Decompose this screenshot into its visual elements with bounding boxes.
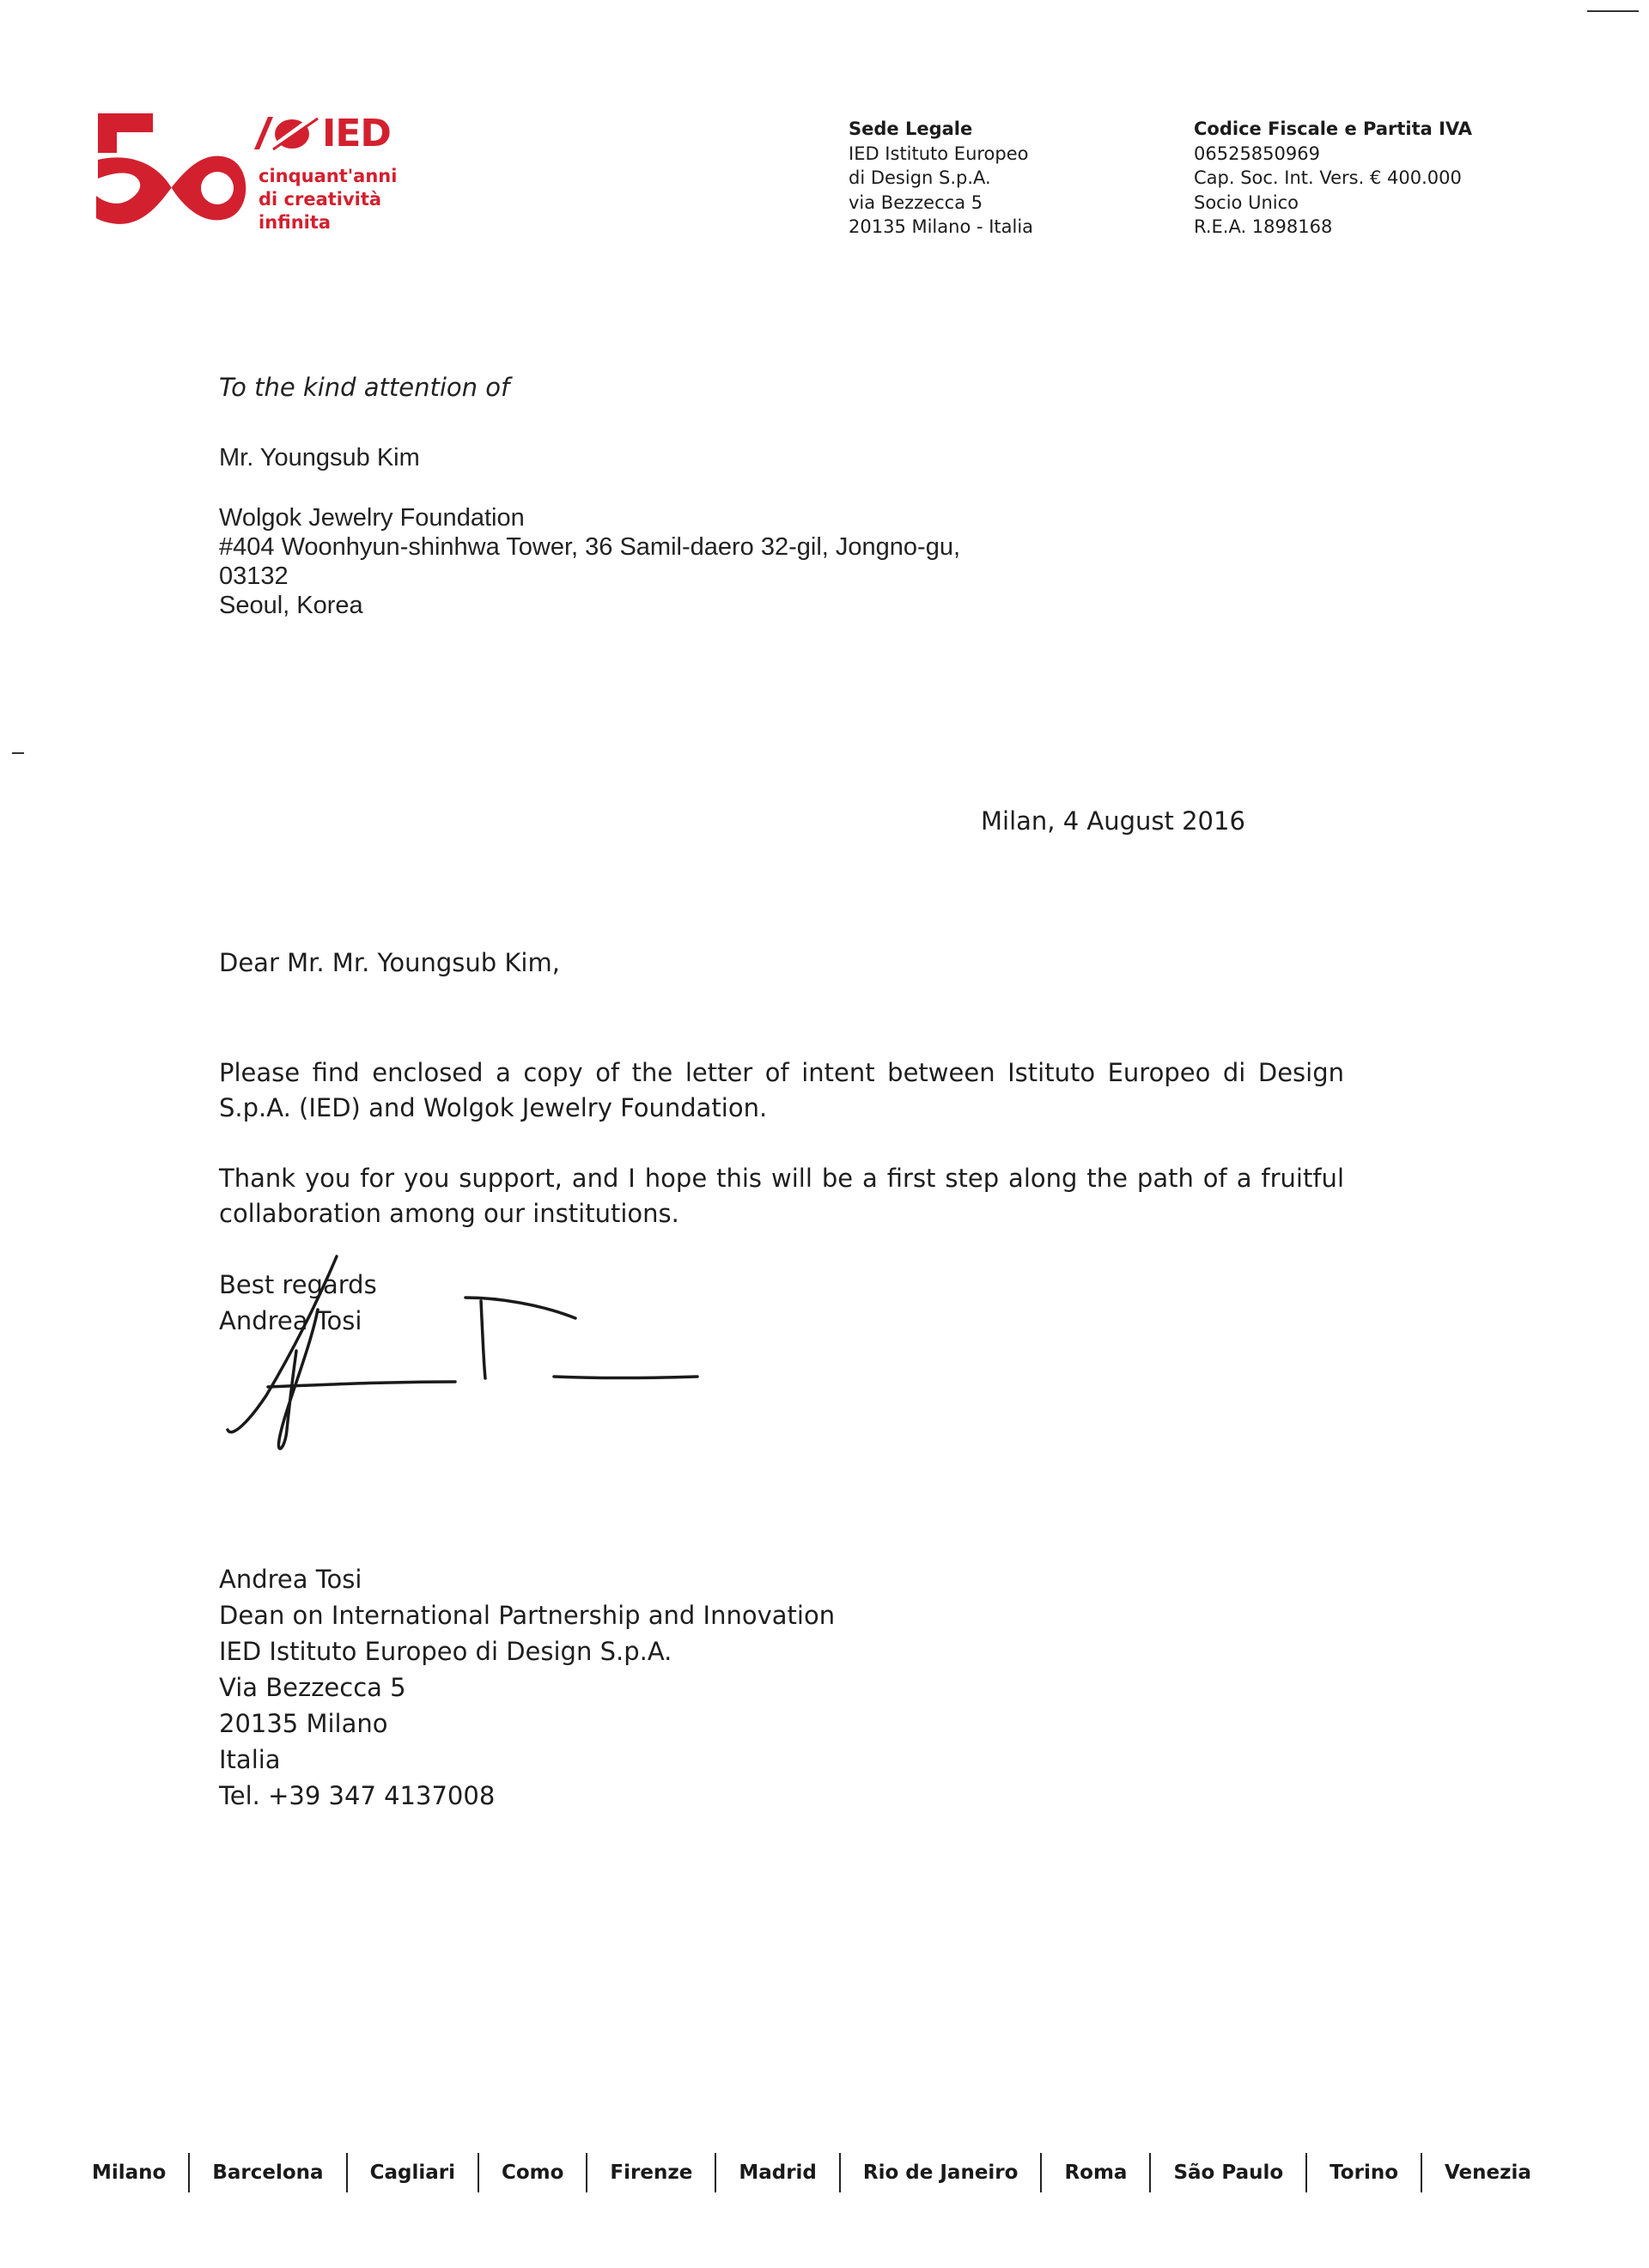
footer-city: Roma <box>1040 2153 1149 2192</box>
footer-city: Barcelona <box>188 2153 345 2192</box>
signature-block <box>219 1561 835 1814</box>
footer-city: Como <box>478 2153 586 2192</box>
scan-edge-mark <box>12 752 24 754</box>
letter-date: Milan, 4 August 2016 <box>981 806 1245 836</box>
tagline-line: infinita <box>259 212 332 233</box>
sede-legale-title: Sede Legale <box>849 119 973 139</box>
address-line: #404 Woonhyun-shinhwa Tower, 36 Samil-daero 32-gil, Jongno-gu, <box>219 533 961 561</box>
signature-line: Italia <box>219 1745 281 1774</box>
footer-city: Milano <box>92 2162 167 2184</box>
footer-city: Cagliari <box>346 2153 478 2192</box>
salutation: Dear Mr. Mr. Youngsub Kim, <box>219 948 560 977</box>
footer-city: Venezia <box>1421 2153 1554 2192</box>
scan-edge-mark <box>1587 10 1639 12</box>
handwritten-signature <box>215 1250 713 1456</box>
footer-city: Torino <box>1305 2153 1421 2192</box>
sede-line: di Design S.p.A. <box>849 167 991 188</box>
closing-name: Andrea Tosi <box>219 1306 362 1335</box>
address-line: Seoul, Korea <box>219 592 363 619</box>
recipient-name: Mr. Youngsub Kim <box>219 444 420 471</box>
signature-line: 20135 Milano <box>219 1709 388 1738</box>
body-paragraph: Thank you for you support, and I hope this will be a first step along the path of a fruitful collaboration among our institutions. <box>219 1164 1344 1228</box>
footer-city: Rio de Janeiro <box>839 2153 1041 2192</box>
closing: Best regards <box>219 1270 377 1299</box>
address-line: Wolgok Jewelry Foundation <box>219 504 525 532</box>
ied-wordmark: IED <box>322 112 391 155</box>
signature-line: Andrea Tosi <box>219 1565 362 1594</box>
sede-line: 20135 Milano - Italia <box>849 216 1034 237</box>
ied-swoosh-icon <box>251 112 319 155</box>
sede-line: IED Istituto Europeo <box>849 143 1029 164</box>
footer-city: Madrid <box>715 2153 839 2192</box>
codice-line: Cap. Soc. Int. Vers. € 400.000 <box>1194 167 1462 188</box>
footer-city: Firenze <box>586 2153 715 2192</box>
codice-line: 06525850969 <box>1194 143 1320 164</box>
codice-line: Socio Unico <box>1194 192 1299 213</box>
body-paragraph: Please find enclosed a copy of the letter of intent between Istituto Europeo di Design S.p.A. (IED) and Wolgok Jewelry Foundation. <box>219 1058 1344 1122</box>
codice-fiscale-title: Codice Fiscale e Partita IVA <box>1194 119 1473 139</box>
footer-city: São Paulo <box>1149 2153 1305 2192</box>
signature-line: Dean on International Partnership and Innovation <box>219 1601 836 1630</box>
signature-line: Tel. +39 347 4137008 <box>219 1781 496 1810</box>
attention-line: To the kind attention of <box>219 373 510 402</box>
sede-legale-block <box>849 117 1033 240</box>
tagline <box>259 165 397 234</box>
footer-cities <box>92 2151 1554 2194</box>
address-line: 03132 <box>219 562 289 590</box>
tagline-line: cinquant'anni <box>259 166 398 186</box>
signature-line: Via Bezzecca 5 <box>219 1673 406 1702</box>
ied-50-logo <box>93 108 256 237</box>
recipient-address <box>219 503 960 620</box>
codice-line: R.E.A. 1898168 <box>1194 216 1333 237</box>
signature-line: IED Istituto Europeo di Design S.p.A. <box>219 1637 672 1666</box>
sede-line: via Bezzecca 5 <box>849 192 983 213</box>
codice-fiscale-block <box>1194 117 1472 240</box>
tagline-line: di creatività <box>259 189 382 210</box>
